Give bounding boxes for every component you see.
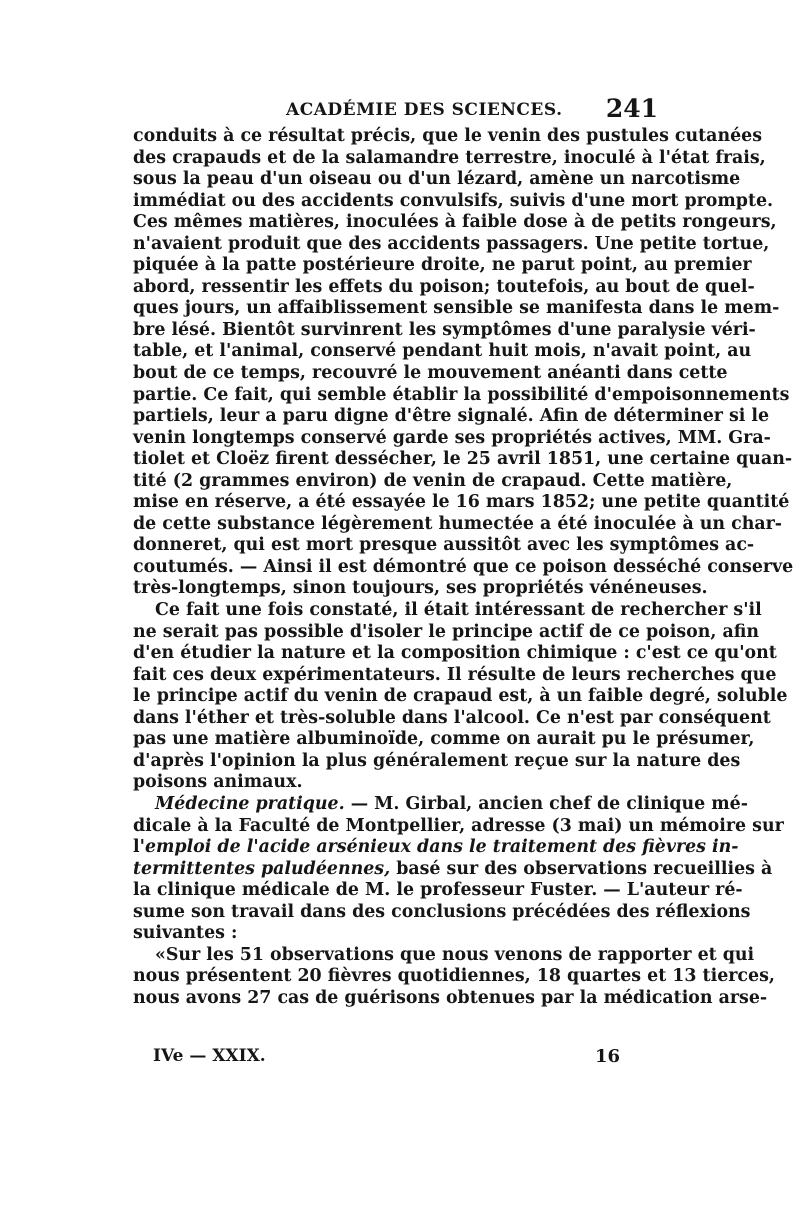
text-line xyxy=(133,837,739,859)
text-line: dicale à la Faculté de Montpellier, adresse (3 mai) un mémoire sur xyxy=(133,815,784,836)
running-title: ACADÉMIE DES SCIENCES. xyxy=(286,100,563,120)
text-line: partie. Ce fait, qui semble établir la possibilité d'empoisonnements xyxy=(133,384,790,405)
text-line: piquée à la patte postérieure droite, ne parut point, au premier xyxy=(133,255,752,276)
sheet-number: 16 xyxy=(595,1046,621,1067)
text-line xyxy=(133,858,773,881)
text-line: des crapauds et de la salamandre terrestre, inoculé à l'état frais, xyxy=(133,147,766,168)
paragraph-start-line: Ce fait une fois constaté, il était intéressant de rechercher s'il xyxy=(155,600,762,621)
text-line: le principe actif du venin de crapaud est, à un faible degré, soluble xyxy=(133,686,788,707)
text-line: nous avons 27 cas de guérisons obtenues par la médication arse- xyxy=(133,987,768,1008)
text-line: immédiat ou des accidents convulsifs, suivis d'une mort prompte. xyxy=(133,190,774,211)
text-line: de cette substance légèrement humectée a été inoculée à un char- xyxy=(133,513,782,534)
body-text xyxy=(133,126,794,1009)
text-line: sume son travail dans des conclusions précédées des réflexions xyxy=(133,901,751,922)
text-line: tité (2 grammes environ) de venin de crapaud. Cette matière, xyxy=(133,470,733,491)
section-heading-line xyxy=(133,793,748,816)
line-segment: l' xyxy=(133,837,145,858)
memoir-title-segment: emploi de l'acide arsénieux dans le traitement des fièvres in- xyxy=(144,837,739,858)
running-head xyxy=(132,94,660,128)
line-segment: — M. Girbal, ancien chef de clinique mé- xyxy=(344,793,748,814)
text-line: d'en étudier la nature et la composition chimique : c'est ce qu'ont xyxy=(133,643,777,664)
text-line: table, et l'animal, conservé pendant huit mois, n'avait point, au xyxy=(133,341,752,362)
text-line: abord, ressentir les effets du poison; toutefois, au bout de quel- xyxy=(133,276,755,297)
text-line: donneret, qui est mort presque aussitôt avec les symptômes ac- xyxy=(133,535,755,556)
text-line: pas une matière albuminoïde, comme on aurait pu le présumer, xyxy=(133,729,755,750)
signature-mark: IVe — XXIX. xyxy=(153,1046,266,1066)
text-line: mise en réserve, a été essayée le 16 mars 1852; une petite quantité xyxy=(133,492,790,513)
text-line: bre lésé. Bientôt survinrent les symptômes d'une paralysie véri- xyxy=(133,319,756,340)
text-line: d'après l'opinion la plus généralement reçue sur la nature des xyxy=(133,750,741,771)
page-footer xyxy=(133,1046,659,1072)
text-line: dans l'éther et très-soluble dans l'alcool. Ce n'est par conséquent xyxy=(133,707,771,728)
page-number: 241 xyxy=(605,94,658,123)
text-line: fait ces deux expérimentateurs. Il résulte de leurs recherches que xyxy=(133,664,777,685)
line-segment: basé sur des observations recueillies à xyxy=(390,858,773,879)
text-line: ques jours, un affaiblissement sensible se manifesta dans le mem- xyxy=(133,298,780,319)
text-line: ne serait pas possible d'isoler le principe actif de ce poison, afin xyxy=(133,621,760,642)
paragraph-end-line: très-longtemps, sinon toujours, ses propriétés vénéneuses. xyxy=(133,578,708,599)
text-line: partiels, leur a paru digne d'être signalé. Afin de déterminer si le xyxy=(133,406,770,427)
text-line: coutumés. — Ainsi il est démontré que ce poison desséché conserve xyxy=(133,556,794,577)
text-line: nous présentent 20 fièvres quotidiennes, 18 quartes et 13 tierces, xyxy=(133,966,775,987)
paragraph-start-line: «Sur les 51 observations que nous venons de rapporter et qui xyxy=(155,944,755,965)
text-line: sous la peau d'un oiseau ou d'un lézard, amène un narcotisme xyxy=(133,169,741,190)
text-line: venin longtemps conservé garde ses propriétés actives, MM. Gra- xyxy=(133,427,771,448)
text-line: conduits à ce résultat précis, que le venin des pustules cutanées xyxy=(133,126,763,146)
text-line: tiolet et Cloëz firent dessécher, le 25 avril 1851, une certaine quan- xyxy=(133,449,793,470)
text-line: Ces mêmes matières, inoculées à faible dose à de petits rongeurs, xyxy=(133,212,777,233)
paragraph-end-line: suivantes : xyxy=(133,923,238,944)
paragraph-end-line: poisons animaux. xyxy=(133,772,303,793)
memoir-title-segment: termittentes paludéennes, xyxy=(133,858,391,879)
text-line: la clinique médicale de M. le professeur Fuster. — L'auteur ré- xyxy=(133,880,743,901)
section-title-medecine-pratique: Médecine pratique. xyxy=(155,793,345,814)
text-line: n'avaient produit que des accidents passagers. Une petite tortue, xyxy=(133,233,770,254)
text-line: bout de ce temps, recouvré le mouvement anéanti dans cette xyxy=(133,363,728,384)
